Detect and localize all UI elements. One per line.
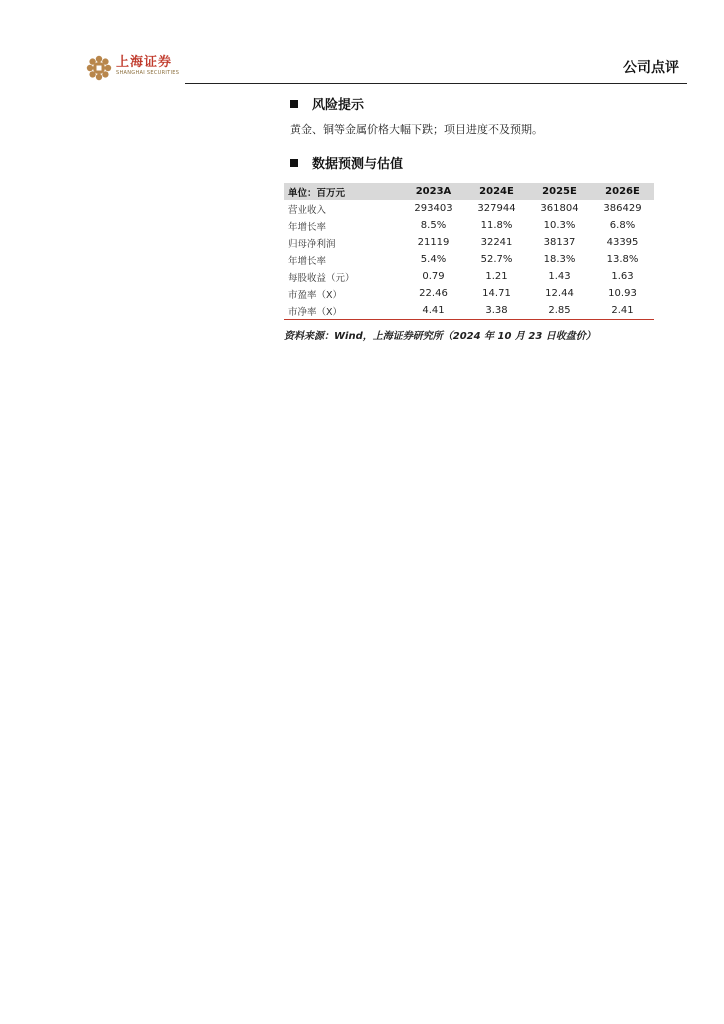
logo-english-name: SHANGHAI SECURITIES bbox=[116, 70, 180, 76]
logo-emblem-icon bbox=[86, 55, 112, 81]
table-cell: 293403 bbox=[414, 203, 453, 214]
table-cell: 6.8% bbox=[609, 220, 636, 231]
table-cell: 1.21 bbox=[485, 271, 508, 282]
header-divider bbox=[185, 83, 687, 84]
table-cell: 2.85 bbox=[528, 302, 591, 320]
company-logo bbox=[86, 55, 179, 81]
row-label: 每股收益（元） bbox=[288, 272, 355, 284]
table-row bbox=[284, 251, 654, 268]
risk-section-title bbox=[290, 94, 364, 113]
table-cell: 1.43 bbox=[548, 271, 571, 282]
table-cell: 32241 bbox=[480, 237, 513, 248]
data-source-note: 资料来源：Wind，上海证券研究所（2024 年 10 月 23 日收盘价） bbox=[284, 331, 596, 342]
table-cell: 327944 bbox=[477, 203, 516, 214]
table-cell: 18.3% bbox=[543, 254, 576, 265]
table-row bbox=[284, 200, 654, 217]
report-type-label: 公司点评 bbox=[623, 60, 679, 76]
table-row bbox=[284, 302, 654, 320]
table-row bbox=[284, 268, 654, 285]
table-cell: 10.3% bbox=[543, 220, 576, 231]
table-cell: 11.8% bbox=[480, 220, 513, 231]
column-header: 2026E bbox=[605, 186, 640, 197]
table-cell: 21119 bbox=[417, 237, 450, 248]
column-header: 2025E bbox=[542, 186, 577, 197]
table-cell: 52.7% bbox=[480, 254, 513, 265]
row-label: 年增长率 bbox=[288, 221, 327, 233]
row-label: 归母净利润 bbox=[288, 238, 336, 250]
column-header: 2024E bbox=[479, 186, 514, 197]
table-row bbox=[284, 285, 654, 302]
forecast-section-title bbox=[290, 153, 403, 172]
table-row bbox=[284, 234, 654, 251]
table-cell: 22.46 bbox=[419, 288, 448, 299]
risk-description: 黄金、铜等金属价格大幅下跌；项目进度不及预期。 bbox=[290, 123, 543, 136]
page-header bbox=[0, 0, 724, 90]
table-cell: 5.4% bbox=[420, 254, 447, 265]
table-cell: 4.41 bbox=[402, 302, 465, 320]
forecast-table-container bbox=[284, 183, 654, 320]
row-label: 年增长率 bbox=[288, 255, 327, 267]
table-cell: 1.63 bbox=[611, 271, 634, 282]
table-cell: 8.5% bbox=[420, 220, 447, 231]
table-cell: 3.38 bbox=[465, 302, 528, 320]
table-cell: 14.71 bbox=[482, 288, 511, 299]
table-cell: 43395 bbox=[606, 237, 639, 248]
square-bullet-icon bbox=[290, 159, 298, 167]
table-cell: 38137 bbox=[543, 237, 576, 248]
forecast-section bbox=[290, 153, 403, 172]
table-cell: 361804 bbox=[540, 203, 579, 214]
table-cell: 2.41 bbox=[591, 302, 654, 320]
risk-title-text: 风险提示 bbox=[312, 98, 365, 113]
table-cell: 386429 bbox=[603, 203, 642, 214]
table-cell: 10.93 bbox=[608, 288, 637, 299]
table-row bbox=[284, 217, 654, 234]
logo-chinese-name: 上海证券 bbox=[116, 55, 173, 70]
column-header: 2023A bbox=[415, 186, 452, 197]
row-label: 市盈率（X） bbox=[288, 289, 343, 301]
row-label: 营业收入 bbox=[288, 204, 327, 216]
table-cell: 12.44 bbox=[545, 288, 574, 299]
forecast-table bbox=[284, 183, 654, 320]
table-header-row bbox=[284, 183, 654, 200]
forecast-title-text: 数据预测与估值 bbox=[312, 157, 404, 172]
table-cell: 13.8% bbox=[606, 254, 639, 265]
risk-section bbox=[290, 94, 364, 113]
row-label: 市净率（X） bbox=[284, 302, 402, 320]
square-bullet-icon bbox=[290, 100, 298, 108]
table-cell: 0.79 bbox=[422, 271, 445, 282]
unit-label: 单位：百万元 bbox=[288, 187, 346, 199]
